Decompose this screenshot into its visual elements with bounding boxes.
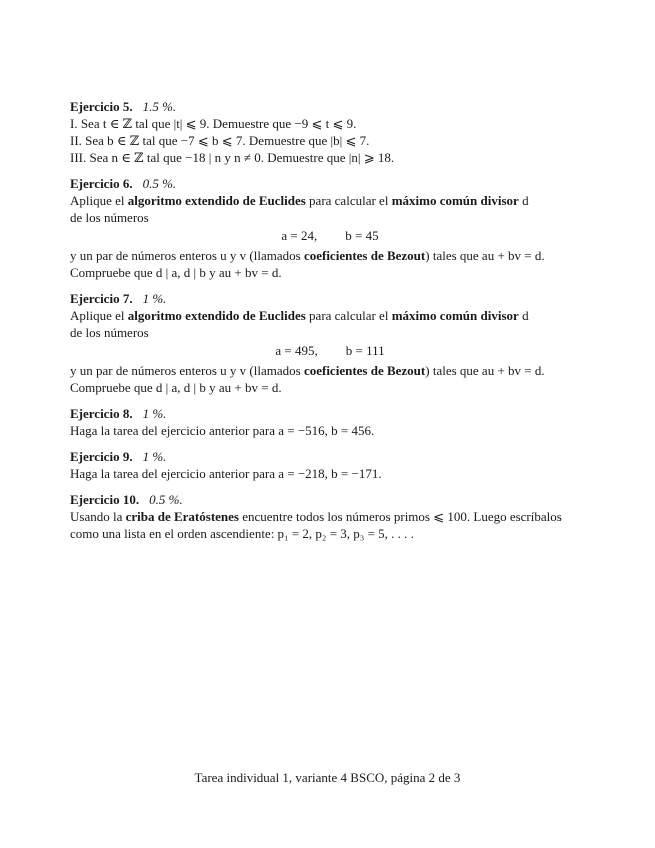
page-footer: Tarea individual 1, variante 4 BSCO, página 2 de 3 [194, 770, 461, 785]
bezout-text: y un par de números enteros u y v (llamados [70, 363, 304, 378]
exercise-6 [70, 175, 590, 281]
intro-text: Aplique el [70, 308, 128, 323]
intro-text: Aplique el [70, 193, 128, 208]
exercise-weight: 1.5 %. [142, 99, 177, 114]
sieve-text: Usando la [70, 509, 126, 524]
intro-text: d [518, 193, 529, 208]
exercise-weight: 0.5 %. [142, 176, 177, 191]
exercise-title: Ejercicio 9. [70, 449, 133, 464]
intro-text: para calcular el [305, 193, 392, 208]
exercise-8-text: Haga la tarea del ejercicio anterior para a = −516, b = 456. [70, 423, 375, 438]
term-bezout: coeficientes de Bezout [303, 248, 426, 263]
intro-text: d [518, 308, 529, 323]
exercise-9 [70, 448, 590, 482]
sieve-text: encuentre todos los números primos ⩽ 100. Luego escríbalos [238, 509, 562, 524]
document-body [70, 98, 590, 551]
intro-text: para calcular el [305, 308, 392, 323]
exercise-5-heading [70, 98, 590, 115]
bezout-text: ) tales que au + bv = d. [425, 248, 545, 263]
exercise-5-part-2: II. Sea b ∈ ℤ tal que −7 ⩽ b ⩽ 7. Demuestre que |b| ⩽ 7. [70, 133, 370, 148]
term-gcd: máximo común divisor [391, 193, 519, 208]
exercise-9-text: Haga la tarea del ejercicio anterior para a = −218, b = −171. [70, 466, 382, 481]
exercise-6-equation [70, 227, 590, 244]
exercise-7-check: Compruebe que d | a, d | b y au + bv = d. [70, 380, 282, 395]
term-sieve: criba de Eratóstenes [125, 509, 239, 524]
term-euclid: algoritmo extendido de Euclides [127, 193, 306, 208]
exercise-weight: 1 %. [142, 449, 167, 464]
exercise-6-bezout [70, 247, 590, 264]
equation-b: b = 45 [345, 228, 379, 243]
equation-a: a = 495, [275, 343, 318, 358]
exercise-10-heading [70, 491, 590, 508]
exercise-title: Ejercicio 8. [70, 406, 133, 421]
exercise-10-text [70, 508, 590, 525]
exercise-6-heading [70, 175, 590, 192]
exercise-title: Ejercicio 6. [70, 176, 133, 191]
exercise-7 [70, 290, 590, 396]
exercise-title: Ejercicio 7. [70, 291, 133, 306]
exercise-7-heading [70, 290, 590, 307]
term-gcd: máximo común divisor [391, 308, 519, 323]
exercise-7-equation [70, 342, 590, 359]
exercise-5-part-3: III. Sea n ∈ ℤ tal que −18 | n y n ≠ 0. Demuestre que |n| ⩾ 18. [70, 150, 395, 165]
exercise-7-bezout [70, 362, 590, 379]
exercise-6-intro [70, 192, 590, 209]
exercise-weight: 1 %. [142, 406, 167, 421]
equation-b: b = 111 [345, 343, 385, 358]
term-bezout: coeficientes de Bezout [303, 363, 426, 378]
term-euclid: algoritmo extendido de Euclides [127, 308, 306, 323]
exercise-7-intro [70, 307, 590, 324]
exercise-8 [70, 405, 590, 439]
exercise-6-check: Compruebe que d | a, d | b y au + bv = d. [70, 265, 282, 280]
exercise-9-heading [70, 448, 590, 465]
exercise-6-intro-line2: de los números [70, 210, 149, 225]
exercise-weight: 1 %. [142, 291, 167, 306]
exercise-8-heading [70, 405, 590, 422]
bezout-text: ) tales que au + bv = d. [425, 363, 545, 378]
exercise-10-text-line2: como una lista en el orden ascendiente: p₁ = 2, p₂ = 3, p₃ = 5, . . . . [70, 526, 414, 541]
exercise-10 [70, 491, 590, 542]
equation-a: a = 24, [281, 228, 318, 243]
exercise-title: Ejercicio 5. [70, 99, 133, 114]
exercise-title: Ejercicio 10. [70, 492, 140, 507]
bezout-text: y un par de números enteros u y v (llamados [70, 248, 304, 263]
exercise-7-intro-line2: de los números [70, 325, 149, 340]
exercise-5 [70, 98, 590, 166]
exercise-weight: 0.5 %. [149, 492, 183, 507]
exercise-5-part-1: I. Sea t ∈ ℤ tal que |t| ⩽ 9. Demuestre que −9 ⩽ t ⩽ 9. [70, 116, 357, 131]
